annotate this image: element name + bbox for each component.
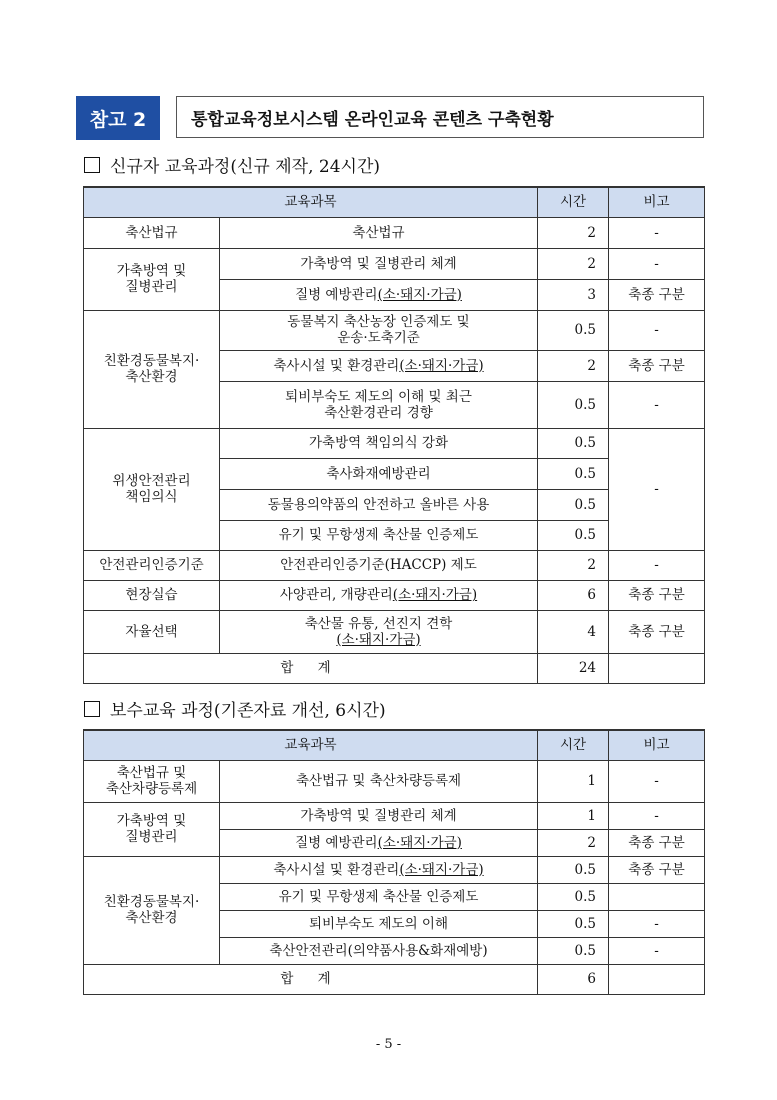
total-row [84,653,705,683]
group-cell: 친환경동물복지· 축산환경 [84,856,220,964]
total-hours: 24 [538,653,609,683]
table-row [84,550,705,580]
hours-cell: 2 [538,248,609,279]
hours-cell: 0.5 [538,520,609,550]
hours-cell: 3 [538,279,609,310]
subject-cell: 가축방역 및 질병관리 체계 [220,248,538,279]
subject-cell: 사양관리, 개량관리(소·돼지·가금) [220,580,538,610]
group-cell: 자율선택 [84,610,220,653]
square-bullet-icon [84,157,100,173]
subject-cell: 축사시설 및 환경관리(소·돼지·가금) [220,856,538,883]
subject-cell: 동물복지 축산농장 인증제도 및 운송·도축기준 [220,310,538,350]
table-row [84,802,705,829]
page-title: 통합교육정보시스템 온라인교육 콘텐츠 구축현황 [176,96,704,138]
table-row [84,217,705,248]
total-note [609,964,705,994]
hours-cell: 0.5 [538,428,609,458]
note-cell: - [609,310,705,350]
subject-cell: 퇴비부숙도 제도의 이해 및 최근 축산환경관리 경향 [220,381,538,428]
subject-cell: 축산법규 [220,217,538,248]
subject-cell: 유기 및 무항생제 축산물 인증제도 [220,520,538,550]
note-cell: - [609,248,705,279]
table-row [84,856,705,883]
section2-title: 보수교육 과정(기존자료 개선, 6시간) [110,701,386,721]
group-cell: 축산법규 및 축산차량등록제 [84,760,220,802]
note-cell: - [609,381,705,428]
table-row [84,610,705,653]
subject-cell: 축사화재예방관리 [220,458,538,489]
table-row [84,428,705,458]
hours-cell: 1 [538,760,609,802]
col-header-note: 비고 [609,187,705,217]
hours-cell: 0.5 [538,910,609,937]
note-cell: 축종 구분 [609,610,705,653]
total-row [84,964,705,994]
subject-cell: 동물용의약품의 안전하고 올바른 사용 [220,489,538,520]
subject-cell: 질병 예방관리(소·돼지·가금) [220,279,538,310]
hours-cell: 2 [538,217,609,248]
section1-title: 신규자 교육과정(신규 제작, 24시간) [110,157,380,177]
col-header-subject: 교육과목 [84,187,538,217]
subject-cell: 질병 예방관리(소·돼지·가금) [220,829,538,856]
hours-cell: 2 [538,829,609,856]
group-cell: 축산법규 [84,217,220,248]
col-header-note: 비고 [609,730,705,760]
subject-cell: 축산법규 및 축산차량등록제 [220,760,538,802]
col-header-hours: 시간 [538,730,609,760]
note-cell: - [609,937,705,964]
hours-cell: 6 [538,580,609,610]
group-cell: 위생안전관리 책임의식 [84,428,220,550]
group-cell: 현장실습 [84,580,220,610]
square-bullet-icon [84,701,100,717]
note-cell: 축종 구분 [609,856,705,883]
page-number: - 5 - [375,1037,402,1052]
new-course-table [83,186,705,684]
group-cell: 친환경동물복지· 축산환경 [84,310,220,428]
reference-tag: 참고 2 [76,96,160,140]
note-cell: 축종 구분 [609,279,705,310]
hours-cell: 0.5 [538,458,609,489]
note-cell: 축종 구분 [609,829,705,856]
hours-cell: 0.5 [538,856,609,883]
group-cell: 가축방역 및 질병관리 [84,248,220,310]
note-cell: 축종 구분 [609,350,705,381]
hours-cell: 0.5 [538,883,609,910]
hours-cell: 4 [538,610,609,653]
total-label: 합 계 [84,653,538,683]
total-hours: 6 [538,964,609,994]
col-header-hours: 시간 [538,187,609,217]
subject-cell: 축산안전관리(의약품사용&화재예방) [220,937,538,964]
subject-cell: 유기 및 무항생제 축산물 인증제도 [220,883,538,910]
note-cell: - [609,428,705,550]
subject-cell: 축사시설 및 환경관리(소·돼지·가금) [220,350,538,381]
note-cell: - [609,550,705,580]
hours-cell: 1 [538,802,609,829]
section1-heading [84,152,380,177]
hours-cell: 0.5 [538,381,609,428]
total-label: 합 계 [84,964,538,994]
hours-cell: 2 [538,350,609,381]
group-cell: 안전관리인증기준 [84,550,220,580]
refresher-course-table [83,729,705,995]
hours-cell: 0.5 [538,489,609,520]
note-cell: - [609,910,705,937]
section2-heading [84,696,386,721]
hours-cell: 2 [538,550,609,580]
subject-cell: 퇴비부숙도 제도의 이해 [220,910,538,937]
table-row [84,248,705,279]
table-row [84,580,705,610]
note-cell: - [609,802,705,829]
table-row [84,760,705,802]
group-cell: 가축방역 및 질병관리 [84,802,220,856]
table-row [84,310,705,350]
total-note [609,653,705,683]
col-header-subject: 교육과목 [84,730,538,760]
hours-cell: 0.5 [538,937,609,964]
note-cell: - [609,217,705,248]
subject-cell: 가축방역 책임의식 강화 [220,428,538,458]
subject-cell: 축산물 유통, 선진지 견학 (소·돼지·가금) [220,610,538,653]
note-cell [609,883,705,910]
note-cell: 축종 구분 [609,580,705,610]
note-cell: - [609,760,705,802]
page-header [76,96,554,140]
subject-cell: 안전관리인증기준(HACCP) 제도 [220,550,538,580]
subject-cell: 가축방역 및 질병관리 체계 [220,802,538,829]
hours-cell: 0.5 [538,310,609,350]
